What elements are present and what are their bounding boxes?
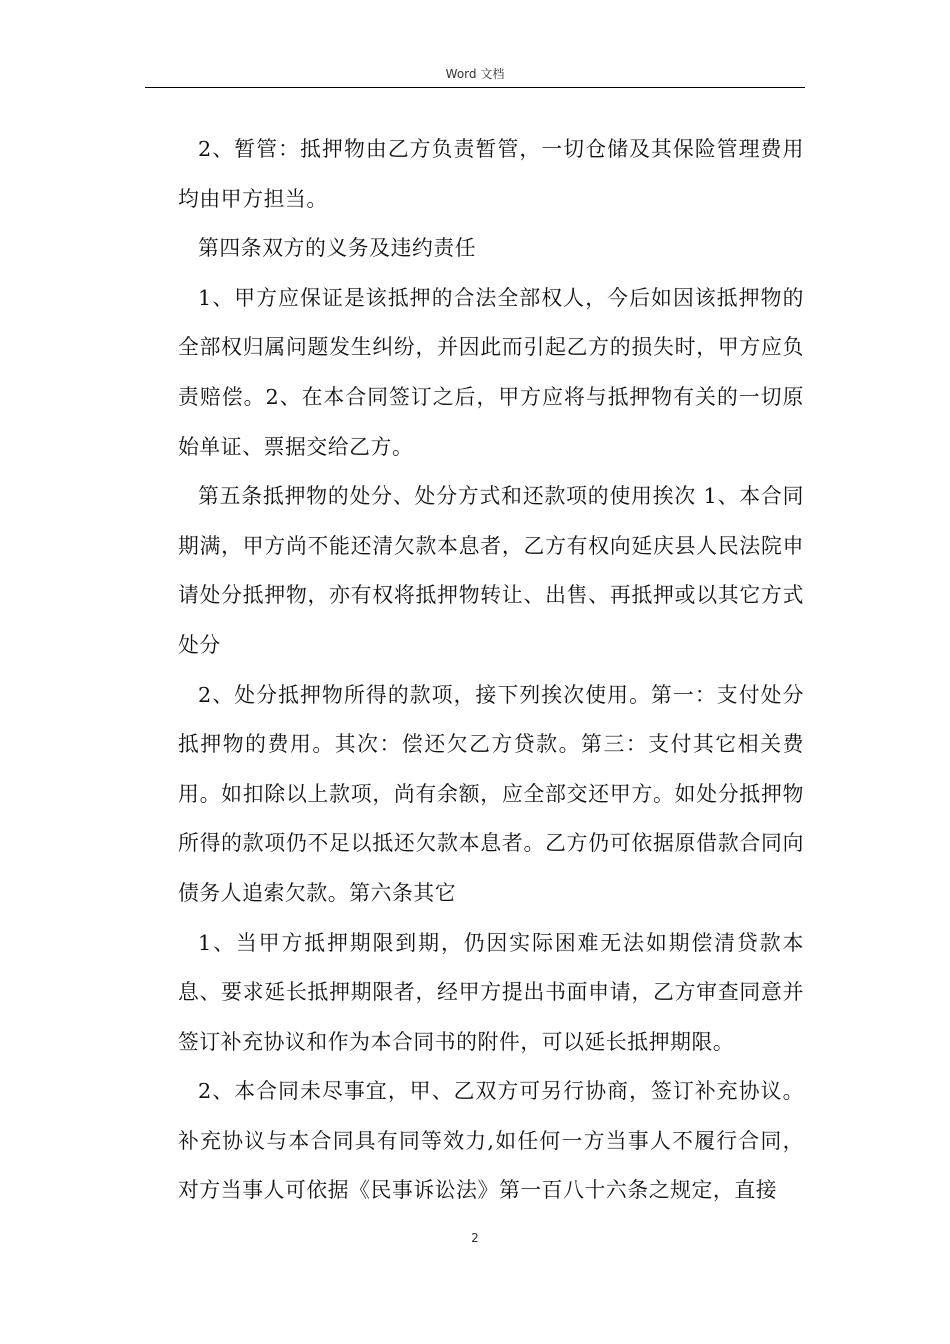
paragraph: 1、当甲方抵押期限到期，仍因实际困难无法如期偿清贷款本息、要求延长抵押期限者，经甲方提出书面申请，乙方审查同意并签订补充协议和作为本合同书的附件，可以延长抵押期限。 (178, 930, 804, 1054)
header-title: Word 文档 (445, 67, 505, 81)
page-footer (145, 1228, 805, 1248)
paragraph: 第五条抵押物的处分、处分方式和还款项的使用挨次 1、本合同期满，甲方尚不能还清欠款本息者，乙方有权向延庆县人民法院申请处分抵押物，亦有权将抵押物转让、出售、再抵押或以其它方式处分 (178, 484, 804, 657)
paragraph: 2、暂管：抵押物由乙方负责暂管，一切仓储及其保险管理费用均由甲方担当。 (178, 137, 804, 211)
paragraph: 2、本合同未尽事宜，甲、乙双方可另行协商，签订补充协议。补充协议与本合同具有同等效力,如任何一方当事人不履行合同，对方当事人可依据《民事诉讼法》第一百八十六条之规定，直接 (178, 1079, 804, 1203)
document-body (178, 125, 804, 1216)
paragraph: 1、甲方应保证是该抵押的合法全部权人，今后如因该抵押物的全部权归属问题发生纠纷，并因此而引起乙方的损失时，甲方应负责赔偿。2、在本合同签订之后，甲方应将与抵押物有关的一切原始单证、票据交给乙方。 (178, 285, 804, 459)
paragraph: 2、处分抵押物所得的款项，接下列挨次使用。第一：支付处分抵押物的费用。其次：偿还欠乙方贷款。第三：支付其它相关费用。如扣除以上款项，尚有余额，应全部交还甲方。如处分抵押物所得的款项仍不足以抵还欠款本息者。乙方仍可依据原借款合同向债务人追索欠款。第六条其它 (178, 682, 804, 905)
document-header (145, 62, 805, 86)
header-divider (145, 87, 805, 88)
paragraph: 第四条双方的义务及违约责任 (198, 236, 477, 261)
page-number: 2 (471, 1231, 479, 1245)
